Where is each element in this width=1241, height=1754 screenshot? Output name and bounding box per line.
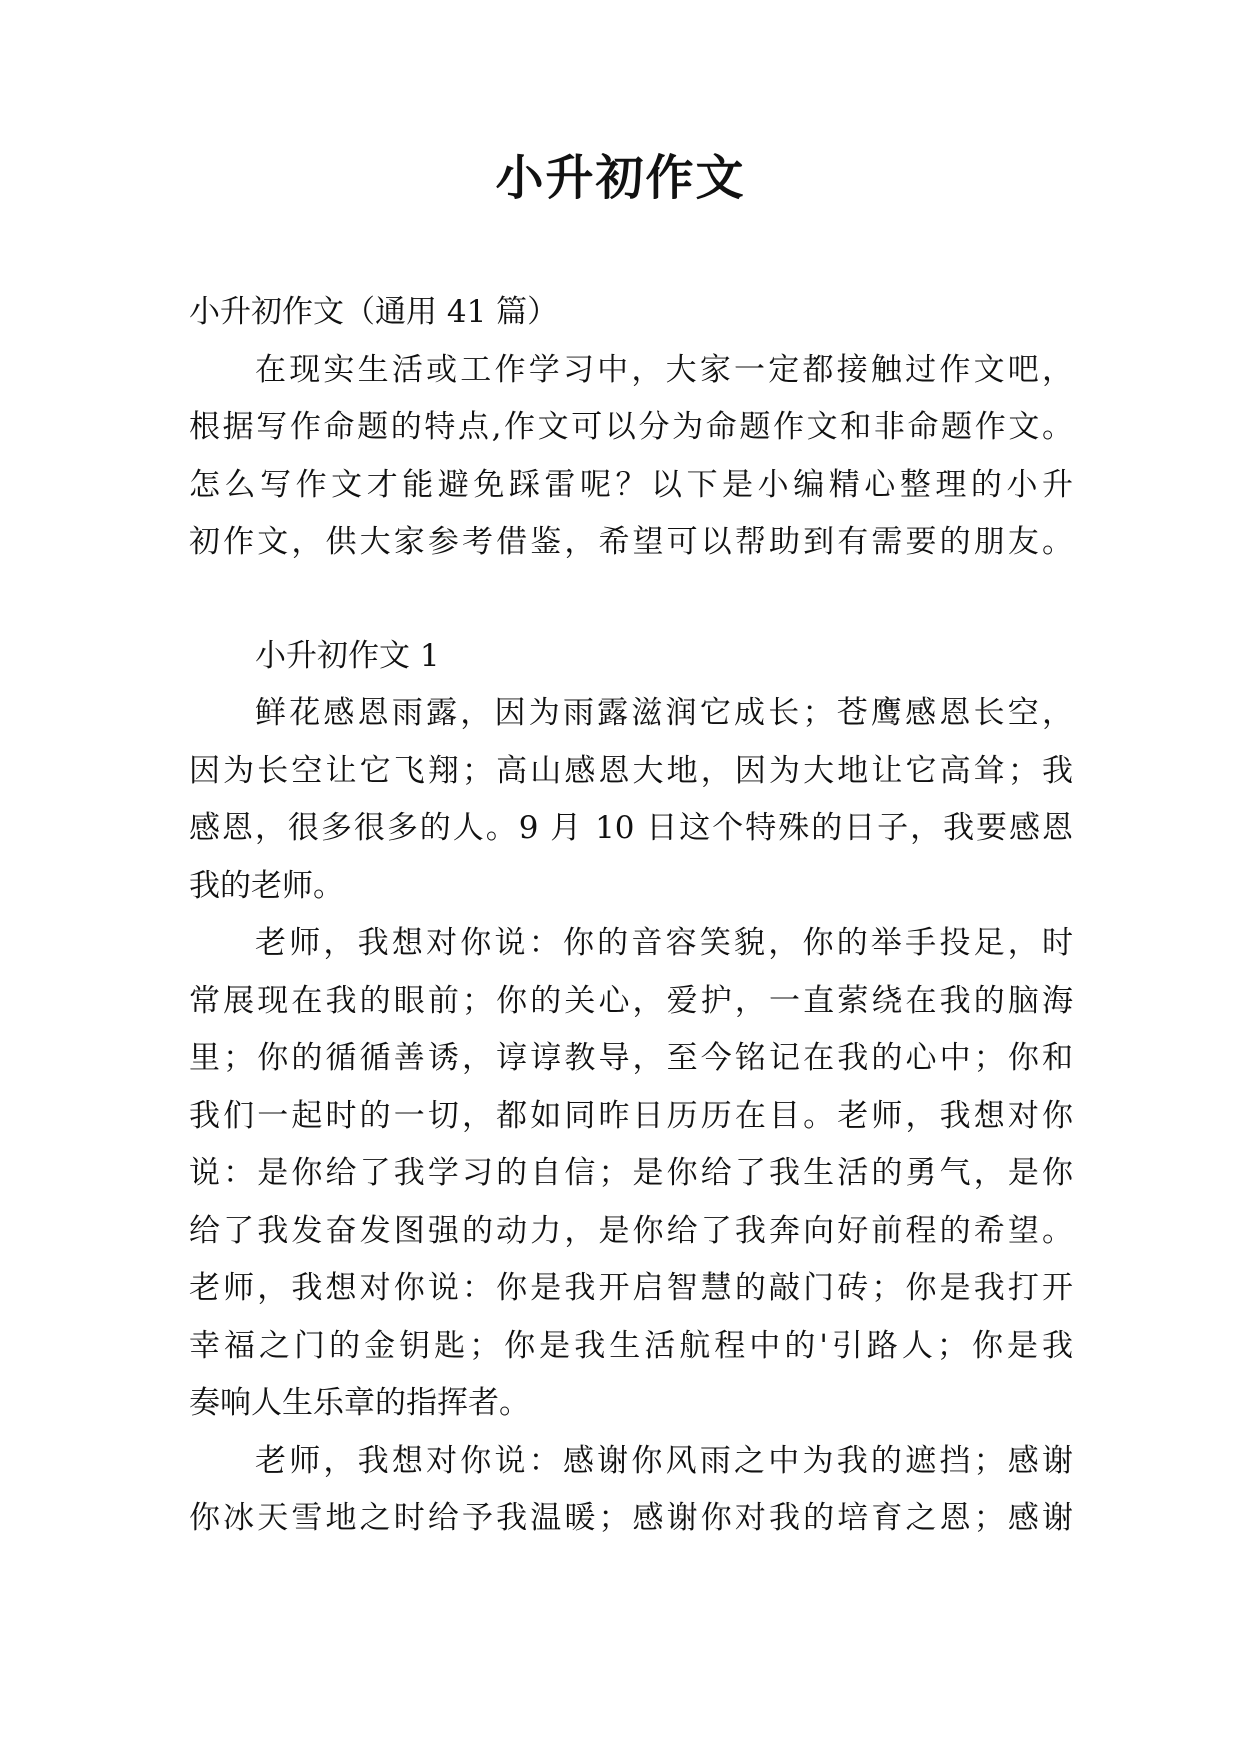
paragraph-line: 给了我发奋发图强的动力，是你给了我奔向好前程的希望。	[189, 1212, 1073, 1249]
paragraph-gap	[189, 572, 1073, 628]
intro-paragraph	[189, 342, 1073, 572]
paragraph-2	[189, 915, 1073, 1433]
document-subtitle: 小升初作文（通用 41 篇）	[189, 294, 559, 330]
section-heading: 小升初作文 1	[255, 637, 440, 674]
document-title: 小升初作文	[495, 150, 746, 206]
paragraph-line: 说：是你给了我学习的自信；是你给了我生活的勇气，是你	[189, 1155, 1073, 1191]
paragraph-line: 根据写作命题的特点,作文可以分为命题作文和非命题作文。	[189, 409, 1073, 445]
paragraph-line: 老师，我想对你说：感谢你风雨之中为我的遮挡；感谢	[255, 1442, 1073, 1479]
paragraph-line: 我的老师。	[189, 867, 344, 904]
paragraph-line: 在现实生活或工作学习中，大家一定都接触过作文吧，	[255, 351, 1073, 388]
document-body	[189, 284, 1073, 1548]
paragraph-line: 怎么写作文才能避免踩雷呢？以下是小编精心整理的小升	[189, 466, 1073, 503]
paragraph-line: 初作文，供大家参考借鉴，希望可以帮助到有需要的朋友。	[189, 524, 1073, 560]
paragraph-line: 感恩，很多很多的人。9 月 10 日这个特殊的日子，我要感恩	[189, 810, 1073, 846]
paragraph-line: 幸福之门的金钥匙；你是我生活航程中的'引路人；你是我	[189, 1327, 1073, 1364]
paragraph-line: 奏响人生乐章的指挥者。	[189, 1385, 530, 1421]
paragraph-line: 常展现在我的眼前；你的关心，爱护，一直萦绕在我的脑海	[189, 982, 1073, 1019]
paragraph-3	[189, 1433, 1073, 1548]
paragraph-line: 老师，我想对你说：你的音容笑貌，你的举手投足，时	[255, 925, 1073, 961]
paragraph-1	[189, 685, 1073, 915]
paragraph-line: 我们一起时的一切，都如同昨日历历在目。老师，我想对你	[189, 1097, 1073, 1134]
paragraph-line: 里；你的循循善诱，谆谆教导，至今铭记在我的心中；你和	[189, 1040, 1073, 1076]
paragraph-line: 你冰天雪地之时给予我温暖；感谢你对我的培育之恩；感谢	[189, 1500, 1073, 1536]
paragraph-line: 老师，我想对你说：你是我开启智慧的敲门砖；你是我打开	[189, 1270, 1073, 1306]
paragraph-line: 鲜花感恩雨露，因为雨露滋润它成长；苍鹰感恩长空，	[255, 695, 1073, 731]
paragraph-line: 因为长空让它飞翔；高山感恩大地，因为大地让它高耸；我	[189, 752, 1073, 789]
